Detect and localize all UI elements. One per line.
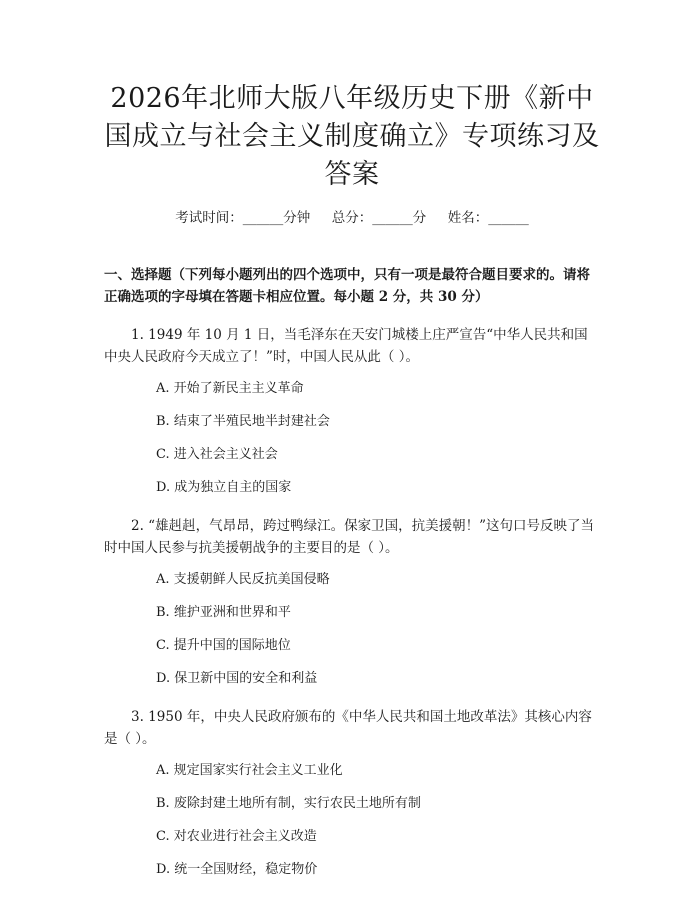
question-1 [104, 324, 600, 499]
option-d: D. 保卫新中国的安全和利益 [156, 671, 318, 686]
option-a: A. 规定国家实行社会主义工业化 [156, 763, 343, 778]
option-c: C. 进入社会主义社会 [156, 447, 278, 462]
option-d: D. 统一全国财经，稳定物价 [156, 862, 318, 877]
option-list [104, 760, 600, 881]
question-2 [104, 515, 600, 690]
option-c: C. 提升中国的国际地位 [156, 638, 291, 653]
option-list [104, 569, 600, 690]
option-c: C. 对农业进行社会主义改造 [156, 829, 317, 844]
option-list [104, 378, 600, 499]
option-d: D. 成为独立自主的国家 [156, 480, 292, 495]
option-b: B. 废除封建土地所有制，实行农民土地所有制 [156, 796, 421, 811]
option-b: B. 维护亚洲和世界和平 [156, 605, 291, 620]
section-heading: 一、选择题（下列每小题列出的四个选项中，只有一项是最符合题目要求的。请将正确选项的字母填在答题卡相应位置。每小题 2 分，共 30 分） [104, 267, 590, 305]
option-b: B. 结束了半殖民地半封建社会 [156, 414, 330, 429]
question-stem: 1. 1949 年 10 月 1 日，当毛泽东在天安门城楼上庄严宣告“中华人民共和国中央人民政府今天成立了！”时，中国人民从此（ ）。 [104, 327, 588, 365]
question-3 [104, 706, 600, 881]
exam-info-line: 考试时间：______分钟 总分：______分 姓名：______ [175, 210, 529, 226]
question-stem: 3. 1950 年，中央人民政府颁布的《中华人民共和国土地改革法》其核心内容是（ ）。 [104, 709, 592, 747]
document-title: 2026年北师大版八年级历史下册《新中国成立与社会主义制度确立》专项练习及答案 [104, 83, 600, 190]
option-a: A. 支援朝鲜人民反抗美国侵略 [156, 572, 330, 587]
option-a: A. 开始了新民主主义革命 [156, 381, 304, 396]
question-stem: 2. “雄赳赳，气昂昂，跨过鸭绿江。保家卫国，抗美援朝！”这句口号反映了当时中国人民参与抗美援朝战争的主要目的是（ ）。 [104, 518, 594, 556]
